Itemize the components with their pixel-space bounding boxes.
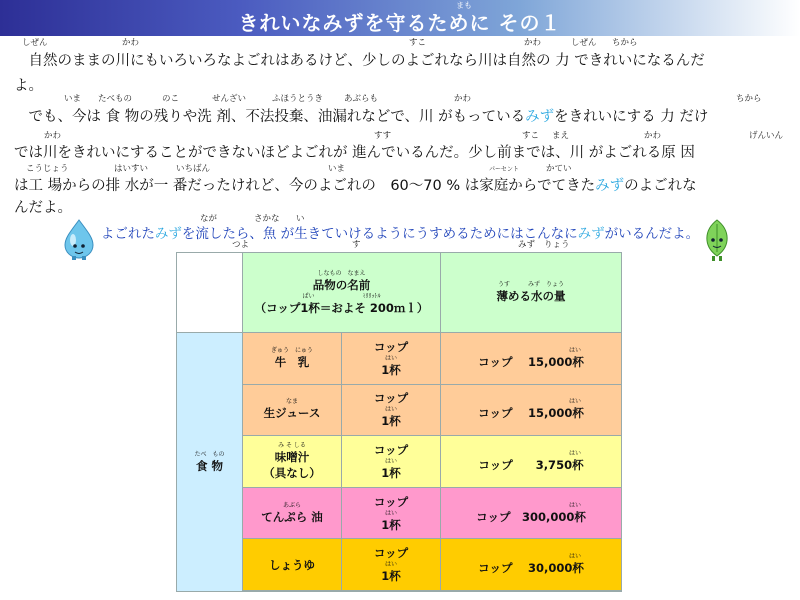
header-item-sub: （コップ1杯＝およそ 200ｍｌ） [254, 300, 429, 315]
item-name-text: （具なし） [263, 465, 321, 480]
ruby-genin: げんいん [749, 131, 784, 141]
ruby-kawa-3: かわ [454, 94, 472, 104]
water-ruby: はい [568, 398, 581, 406]
category-ruby: たべ もの [194, 450, 225, 458]
table-row-water-amount [441, 488, 621, 540]
amount-ruby: はい [384, 561, 397, 569]
item-name-ruby: み そ しる [278, 441, 306, 449]
water-text: コップ 300,000杯 [476, 509, 586, 524]
ruby-kawa-5: かわ [644, 131, 662, 141]
amount-text: 1杯 [381, 569, 401, 584]
amount-text: 1杯 [381, 517, 401, 532]
ruby-suko-2: すこ [522, 131, 540, 141]
table-row-amount [342, 436, 441, 488]
highlight-mizu-4: みず [577, 226, 605, 242]
amount-ruby: はい [384, 457, 397, 465]
highlight-mizu-2: みず [595, 178, 625, 194]
amount-ruby: はい [384, 509, 397, 517]
header-water-amount [441, 253, 621, 333]
amount-text: コップ [373, 391, 409, 406]
text-segment: をきれいにする 力 だけ [554, 109, 709, 125]
ruby-i: い [296, 214, 305, 224]
ruby-mizu: みず [518, 240, 536, 250]
water-amount-table [176, 252, 622, 592]
ruby-noko: のこ [162, 94, 180, 104]
item-name-ruby: ぎゅう にゅう [271, 346, 313, 354]
table-row-amount [342, 333, 441, 385]
table-row-amount [342, 539, 441, 591]
paragraph-2 [14, 92, 789, 217]
header-water-label: 薄める水の量 [496, 289, 566, 303]
text-segment: のよごれな [624, 178, 697, 194]
ruby-chikara: ちから [612, 38, 638, 48]
amount-text: 1杯 [381, 414, 401, 429]
amount-text: 1杯 [381, 362, 401, 377]
ruby-su: す [352, 240, 361, 250]
table-row-item-name [243, 436, 342, 488]
item-name-text: てんぷら 油 [261, 509, 323, 524]
ruby-aburamo: あぶらも [344, 94, 379, 104]
table-row-amount [342, 488, 441, 540]
header-item-name [243, 253, 441, 333]
water-text: コップ 15,000杯 [478, 354, 584, 369]
table-row-item-name [243, 488, 342, 540]
ruby-fuhoutouki: ふほうとうき [272, 94, 324, 104]
header-water-ruby: うす みず りょう [497, 281, 564, 288]
ruby-sakana: さかな [254, 214, 280, 224]
item-name-ruby: なま [285, 398, 298, 406]
paragraph-1-line-1: 自然のままの川にもいろいろなよごれはあるけど、少しのよごれなら川は自然の 力 できれいになるんだ [14, 53, 705, 69]
amount-text: 1杯 [381, 465, 401, 480]
paragraph-2-line-2: では川をきれいにすることができないほどよごれが 進んでいるんだ。少し前までは、川 がよごれる原 因 [14, 145, 695, 161]
header-item-label: 品物の名前 [312, 277, 371, 292]
ruby-katei: かてい [546, 164, 572, 174]
item-name-text: しょうゆ [269, 557, 315, 572]
table-row-item-name [243, 333, 342, 385]
table-row-water-amount [441, 333, 621, 385]
ruby-shizen-2: しぜん [571, 38, 597, 48]
table-row-item-name [243, 539, 342, 591]
ruby-chikara-2: ちから [736, 94, 762, 104]
ruby-tabemono: たべもの [98, 94, 133, 104]
ruby-shizen: しぜん [22, 38, 48, 48]
ruby-percent: パーセント [489, 166, 519, 173]
ruby-tsuyo: つよ [232, 240, 250, 250]
amount-text: コップ [373, 494, 409, 509]
ruby-ryou: りょう [544, 240, 570, 250]
header-item-ruby: しなもの なまえ [317, 269, 366, 277]
category-label: 食 物 [195, 458, 223, 473]
ruby-kawa: かわ [122, 38, 140, 48]
ruby-ichiban: いちばん [176, 164, 211, 174]
text-segment: でも、今は 食 物の残りや洗 剤、不法投棄、油漏れなどで、川 がもっている [14, 109, 526, 125]
water-ruby: はい [568, 501, 581, 509]
item-name-text: 牛 乳 [274, 354, 310, 369]
item-name-text: 味噌汁 [274, 449, 310, 464]
amount-ruby: はい [384, 354, 397, 362]
ruby-senzai: せんざい [212, 94, 247, 104]
title-ruby: まも [456, 1, 472, 10]
message-line-1 [90, 222, 710, 242]
ruby-naga: なが [200, 214, 218, 224]
ruby-ima: いま [64, 94, 82, 104]
water-ruby: はい [568, 449, 581, 457]
ruby-kawa-2: かわ [524, 38, 542, 48]
ruby-kawa-4: かわ [44, 131, 62, 141]
text-segment: がいるんだよ。 [604, 226, 700, 242]
table-row-amount [342, 385, 441, 437]
page-title: きれいなみずを守るために その１ [238, 11, 562, 35]
amount-text: コップ [373, 442, 409, 457]
ruby-ima-2: いま [328, 164, 346, 174]
header-item-sub-ruby: ぱい ﾐﾘﾘｯﾄﾙ [302, 292, 381, 300]
amount-text: コップ [373, 546, 409, 561]
text-segment: は工 場からの排 水が一 番だったけれど、今のよごれの 60〜70 % は家庭からでてきた [14, 178, 596, 194]
table-corner-cell [177, 253, 243, 333]
amount-text: コップ [373, 339, 409, 354]
text-segment: を流したら、魚 が生きていけるようにうすめるためにはこんなに [181, 226, 578, 242]
paragraph-2-line-1 [14, 105, 708, 126]
amount-ruby: はい [384, 406, 397, 414]
ruby-susu: すす [374, 131, 392, 141]
highlight-mizu: みず [525, 109, 555, 125]
text-segment: よごれた [100, 226, 155, 242]
water-text: コップ 30,000杯 [478, 561, 584, 576]
paragraph-2-line-4: んだよ。 [14, 200, 72, 216]
category-cell [177, 333, 243, 591]
paragraph-1-line-2: よ。 [14, 78, 43, 94]
water-ruby: はい [568, 346, 581, 354]
ruby-haisui: はいすい [114, 164, 149, 174]
ruby-suko: すこ [409, 38, 427, 48]
table-row-water-amount [441, 539, 621, 591]
item-name-text: 生ジュース [263, 406, 321, 421]
highlight-mizu-3: みず [154, 226, 182, 242]
water-ruby: はい [568, 553, 581, 561]
ruby-mae: まえ [552, 131, 570, 141]
item-name-ruby: あぶら [282, 501, 301, 509]
ruby-koujou: こうじょう [26, 164, 69, 174]
paragraph-1 [14, 36, 789, 96]
table-row-item-name [243, 385, 342, 437]
water-text: コップ 15,000杯 [478, 406, 584, 421]
paragraph-2-line-3 [14, 174, 697, 195]
table-row-water-amount [441, 385, 621, 437]
water-text: コップ 3,750杯 [478, 457, 584, 472]
table-row-water-amount [441, 436, 621, 488]
